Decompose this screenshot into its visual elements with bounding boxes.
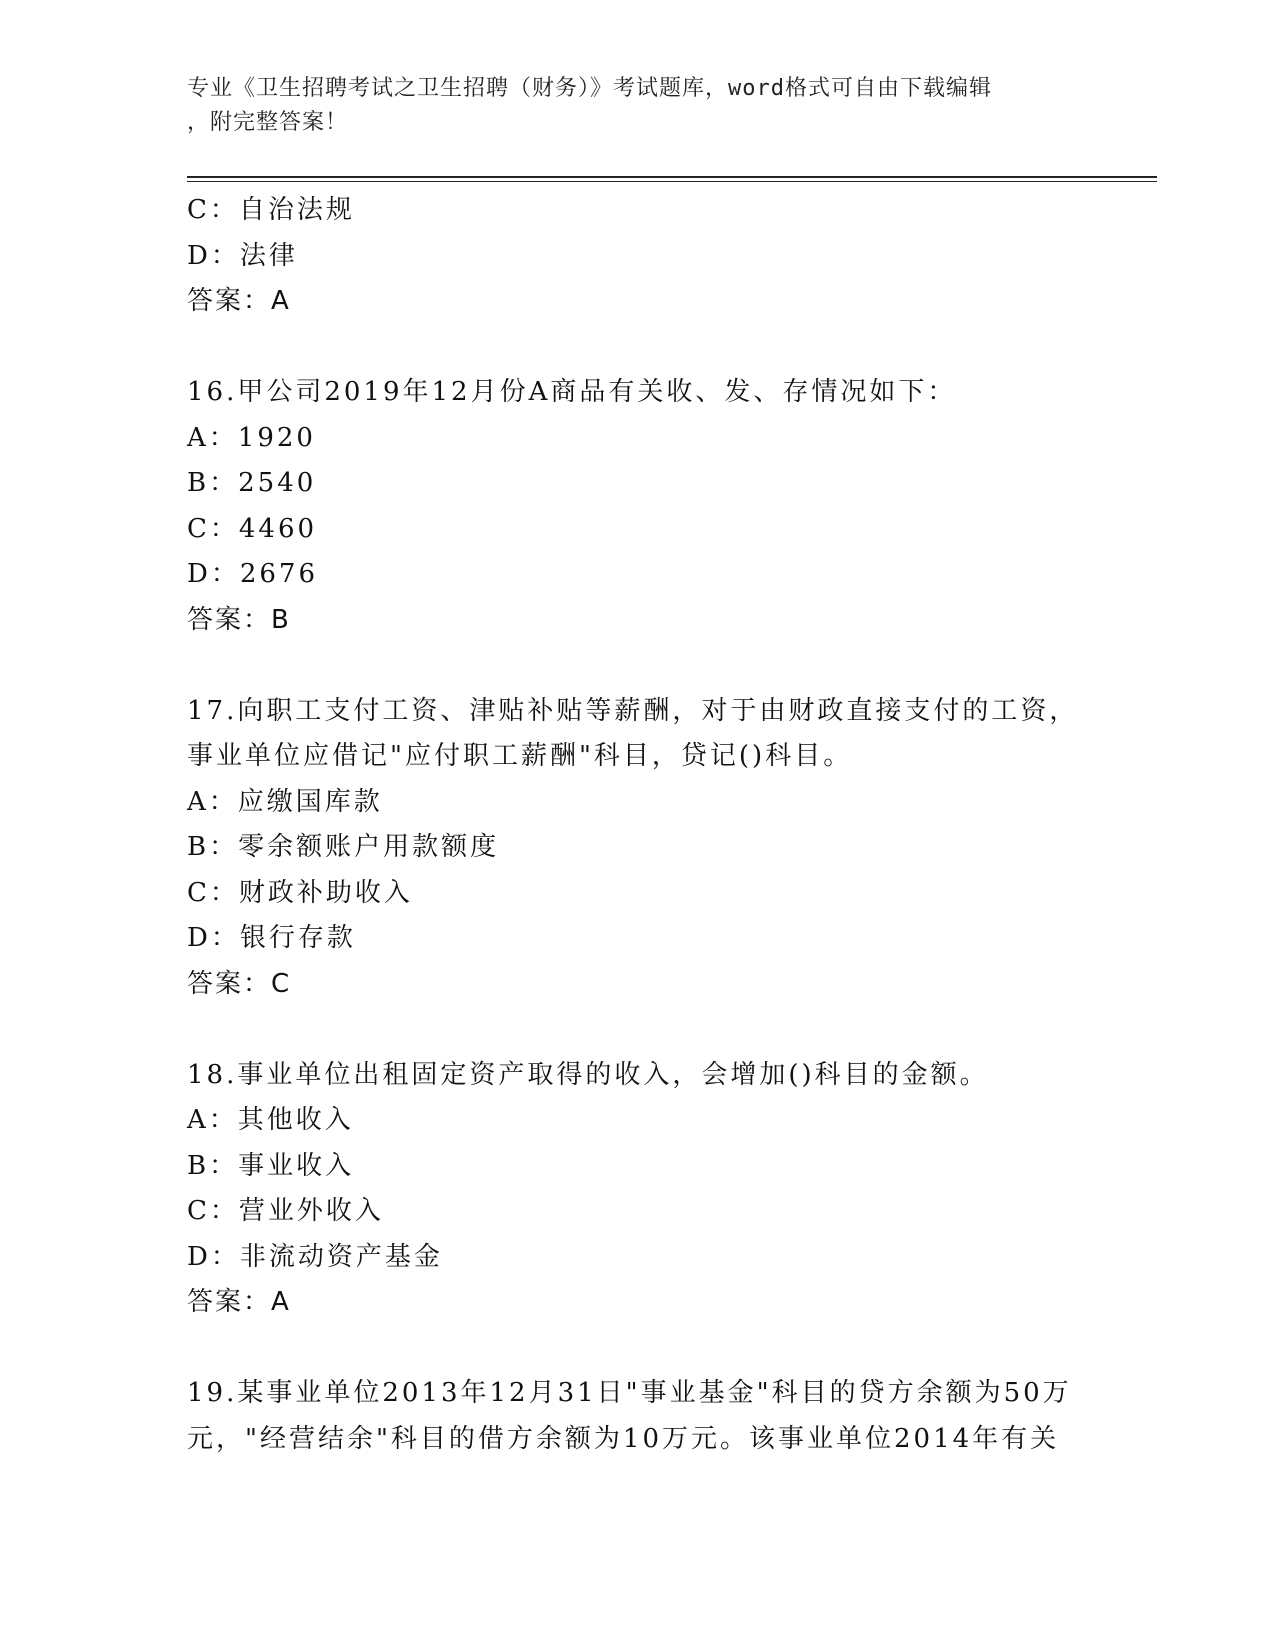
question-stem-cont: 元，"经营结余"科目的借方余额为10万元。该事业单位2014年有关 [187,1423,1060,1454]
spacer [187,1326,1147,1372]
question-18 [187,1053,1147,1326]
option-c: C：自治法规 [187,195,355,225]
header-divider [187,176,1157,182]
question-stem: 19.某事业单位2013年12月31日"事业基金"科目的贷方余额为50万 [187,1378,1072,1408]
option-a: A：应缴国库款 [187,786,383,817]
answer-line: 答案：B [187,604,291,635]
option-a: A：1920 [187,422,316,453]
header-line-1: 专业《卫生招聘考试之卫生招聘（财务）》考试题库，word格式可自由下载编辑 [187,76,992,101]
option-d: D：法律 [187,240,298,271]
option-d: D：2676 [187,559,319,589]
document-header [187,72,1087,140]
option-d: D：非流动资产基金 [187,1241,443,1272]
question-stem-cont: 事业单位应借记"应付职工薪酬"科目，贷记()科目。 [187,741,853,771]
question-15-tail [187,188,1147,325]
option-d: D：银行存款 [187,923,356,953]
header-line-2: ，附完整答案！ [187,110,349,135]
answer-line: 答案：A [187,1287,291,1317]
option-c: C：营业外收入 [187,1196,384,1226]
question-list [187,188,1147,1462]
answer-line: 答案：C [187,968,292,999]
question-16 [187,370,1147,643]
option-c: C：财政补助收入 [187,877,413,908]
option-c: C：4460 [187,513,318,544]
answer-line: 答案：A [187,286,291,316]
question-stem: 16.甲公司2019年12月份A商品有关收、发、存情况如下： [187,377,957,407]
spacer [187,1007,1147,1053]
option-a: A：其他收入 [187,1105,354,1135]
question-stem: 17.向职工支付工资、津贴补贴等薪酬，对于由财政直接支付的工资， [187,695,1079,726]
spacer [187,643,1147,689]
option-b: B：零余额账户用款额度 [187,832,500,862]
question-17 [187,689,1147,1008]
option-b: B：事业收入 [187,1150,355,1181]
question-19 [187,1371,1147,1462]
question-stem: 18.事业单位出租固定资产取得的收入，会增加()科目的金额。 [187,1059,989,1090]
spacer [187,325,1147,371]
option-b: B：2540 [187,468,317,498]
